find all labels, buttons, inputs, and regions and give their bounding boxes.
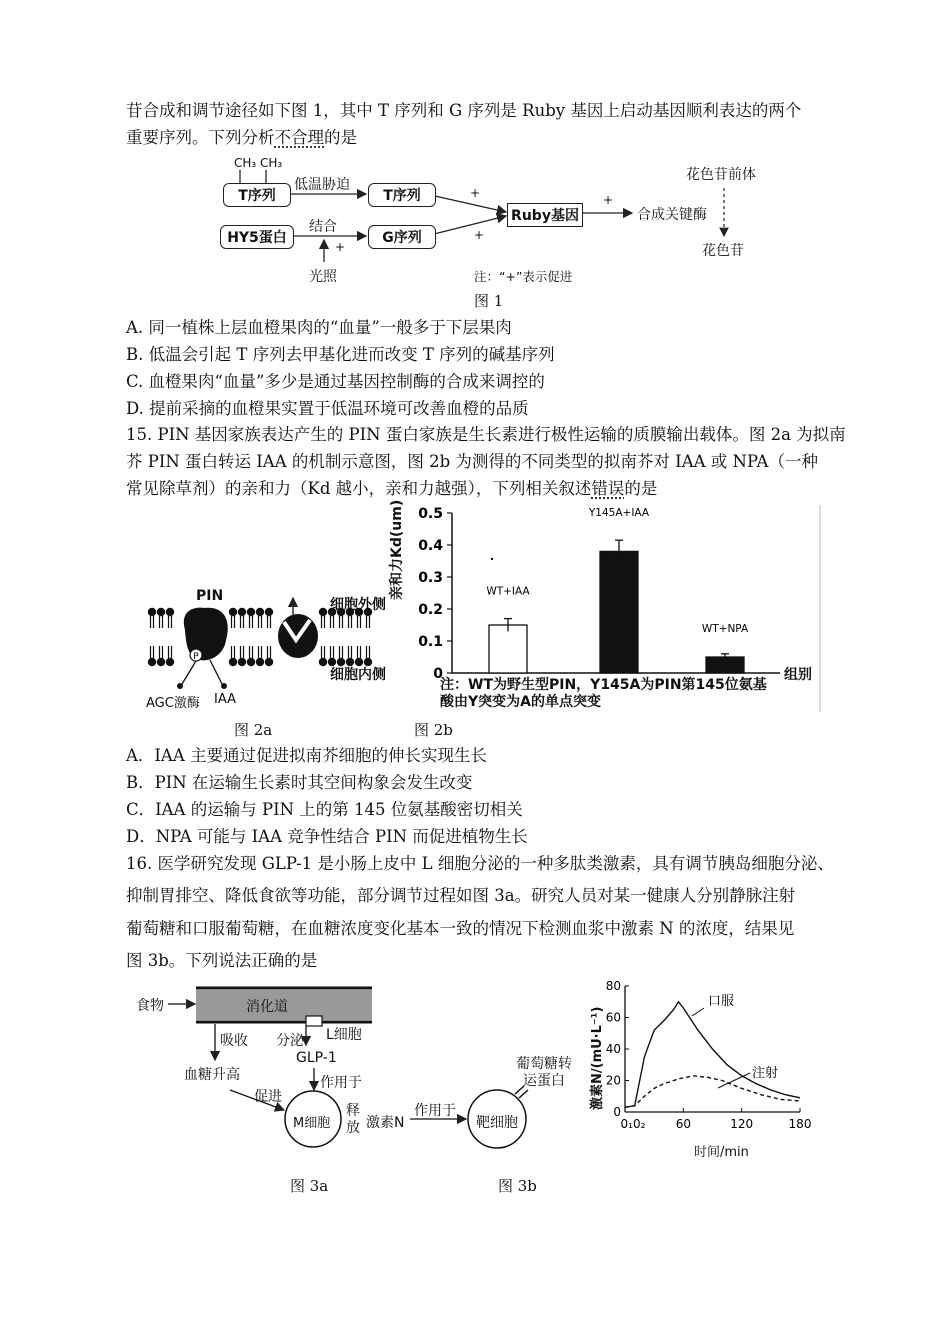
q15-option-c[interactable]: C．IAA 的运输与 PIN 上的第 145 位氨基酸密切相关 xyxy=(126,800,523,819)
y-tick-label: 20 xyxy=(605,1073,621,1088)
figure-3b-xlabel: 时间/min xyxy=(694,1145,749,1160)
figure-2b-ylabel: 亲和力Kd(um) xyxy=(389,499,405,600)
inside-label: 细胞内侧 xyxy=(330,667,386,683)
x-tick-label: 0₁0₂ xyxy=(620,1117,646,1131)
acts-on-label: 作用于 xyxy=(320,1075,362,1091)
bar-label: WT+IAA xyxy=(486,585,530,598)
q15-line3-end: 的是 xyxy=(624,479,658,498)
acts-on-2-label: 作用于 xyxy=(414,1103,456,1119)
pin-label: PIN xyxy=(196,588,224,604)
q14-intro-end: 的是 xyxy=(324,128,357,147)
plus-g: + xyxy=(474,228,485,242)
glp1-label: GLP-1 xyxy=(296,1050,337,1066)
y-tick-label: 0 xyxy=(433,666,443,682)
figure-3a-caption: 图 3a xyxy=(290,1177,329,1195)
plus-t: + xyxy=(470,186,481,200)
q14-intro-line1: 苷合成和调节途径如下图 1，其中 T 序列和 G 序列是 Ruby 基因上启动基因顺利表达的两个 xyxy=(126,101,802,120)
ruby-gene-box: Ruby基因 xyxy=(507,203,583,227)
figure-2a-caption: 图 2a xyxy=(234,721,273,739)
l-cell-label: L细胞 xyxy=(326,1027,362,1043)
q15-option-a[interactable]: A．IAA 主要通过促进拟南芥细胞的伸长实现生长 xyxy=(126,746,488,765)
target-cell-label: 靶细胞 xyxy=(476,1115,518,1131)
q16-line1: 16. 医学研究发现 GLP-1 是小肠上皮中 L 细胞分泌的一种多肽类激素，具有调节胰岛细胞分泌、 xyxy=(126,854,834,873)
x-tick-label: 120 xyxy=(730,1117,754,1131)
outside-label: 细胞外侧 xyxy=(330,597,386,613)
enzyme-label: 合成关键酶 xyxy=(637,207,707,223)
svg-text:P: P xyxy=(193,652,199,662)
methyl-label: CH₃ CH₃ xyxy=(234,156,283,170)
q15-line1: 15. PIN 基因家族表达产生的 PIN 蛋白家族是生长素进行极性运输的质膜输出载体。图 2a 为拟南 xyxy=(126,425,846,444)
q14-intro-text: 重要序列。下列分析 xyxy=(126,128,275,147)
release-label: 释放 xyxy=(346,1103,360,1136)
hormone-n-label: 激素N xyxy=(366,1115,405,1131)
y-tick-label: 40 xyxy=(605,1042,621,1056)
y-tick-label: 0.5 xyxy=(418,506,443,522)
bind-label: 结合 xyxy=(309,219,337,235)
food-label: 食物 xyxy=(136,998,164,1014)
figure-1-caption: 图 1 xyxy=(474,292,504,310)
x-tick-label: 180 xyxy=(788,1117,812,1131)
q14-option-c[interactable]: C. 血橙果肉“血量”多少是通过基因控制酶的合成来调控的 xyxy=(126,372,545,391)
light-label: 光照 xyxy=(309,269,337,285)
y-tick-label: 0 xyxy=(613,1105,621,1119)
y-tick-label: 60 xyxy=(605,1010,621,1025)
low-temp-label: 低温胁迫 xyxy=(294,177,350,193)
figure-3b-caption: 图 3b xyxy=(498,1177,537,1195)
g-sequence-box: G序列 xyxy=(368,225,436,249)
y-tick-label: 0.2 xyxy=(418,602,443,618)
iaa-label: IAA xyxy=(214,692,236,707)
x-tick-label: 60 xyxy=(675,1117,691,1131)
figure-2b-xlabel: 组别 xyxy=(784,667,812,683)
y-tick-label: 0.4 xyxy=(418,538,443,554)
q14-option-b[interactable]: B. 低温会引起 T 序列去甲基化进而改变 T 序列的碱基序列 xyxy=(126,345,555,364)
blood-sugar-label: 血糖升高 xyxy=(184,1067,240,1083)
y-tick-label: 0.1 xyxy=(418,634,443,650)
anthocyanin-label: 花色苷 xyxy=(702,243,744,259)
q14-emphasis: 不合理 xyxy=(274,128,324,147)
precursor-label: 花色苷前体 xyxy=(686,167,756,183)
q16-line2: 抑制胃排空、降低食欲等功能，部分调节过程如图 3a。研究人员对某一健康人分别静脉注射 xyxy=(126,886,796,905)
gut-label: 消化道 xyxy=(246,999,288,1015)
hy5-protein-box: HY5蛋白 xyxy=(220,225,294,249)
q15-line2: 芥 PIN 蛋白转运 IAA 的机制示意图，图 2b 为测得的不同类型的拟南芥对 IAA 或 NPA（一种 xyxy=(126,452,818,471)
q15-option-b[interactable]: B．PIN 在运输生长素时其空间构象会发生改变 xyxy=(126,773,473,792)
t-sequence-box-2: T序列 xyxy=(368,183,436,207)
agc-kinase-label: AGC激酶 xyxy=(146,696,200,711)
figure-3b-ylabel: 激素N/(mU·L⁻¹) xyxy=(590,1006,605,1110)
y-tick-label: 0.3 xyxy=(418,570,443,586)
legend-oral: 口服 xyxy=(708,994,735,1009)
q16-line3: 葡萄糖和口服葡萄糖，在血糖浓度变化基本一致的情况下检测血浆中激素 N 的浓度，结果见 xyxy=(126,919,795,938)
bar-label: Y145A+IAA xyxy=(588,507,650,520)
y-tick-label: 80 xyxy=(605,979,621,993)
t-sequence-box: T序列 xyxy=(223,183,291,207)
transporter-label: 葡萄糖转运蛋白 xyxy=(516,1056,572,1089)
absorb-label: 吸收 xyxy=(220,1033,248,1049)
promote-label: 促进 xyxy=(254,1089,282,1105)
legend-inject: 注射 xyxy=(752,1066,779,1081)
q15-option-d[interactable]: D．NPA 可能与 IAA 竞争性结合 PIN 而促进植物生长 xyxy=(126,827,528,846)
secrete-label: 分泌 xyxy=(276,1033,304,1049)
q14-option-d[interactable]: D. 提前采摘的血橙果实置于低温环境可改善血橙的品质 xyxy=(126,399,529,418)
figure-1-note: 注：“+”表示促进 xyxy=(474,269,573,284)
q14-option-a[interactable]: A. 同一植株上层血橙果肉的“血量”一般多于下层果肉 xyxy=(126,318,512,337)
m-cell-label: M细胞 xyxy=(293,1116,331,1131)
legend-oral-line xyxy=(692,1008,704,1016)
plus-light: + xyxy=(335,240,346,254)
bar-label: WT+NPA xyxy=(701,622,749,635)
q15-emphasis: 错误 xyxy=(591,479,625,498)
q16-line4: 图 3b。下列说法正确的是 xyxy=(126,951,318,970)
figure-2b-caption: 图 2b xyxy=(414,721,453,739)
q15-line3-text: 常见除草剂）的亲和力（Kd 越小，亲和力越强），下列相关叙述 xyxy=(126,479,592,498)
figure-2b-note: 注：WT为野生型PIN，Y145A为PIN第145位氨基酸由Y突变为A的单点突变 xyxy=(440,677,767,710)
plus-ruby: + xyxy=(603,193,614,207)
